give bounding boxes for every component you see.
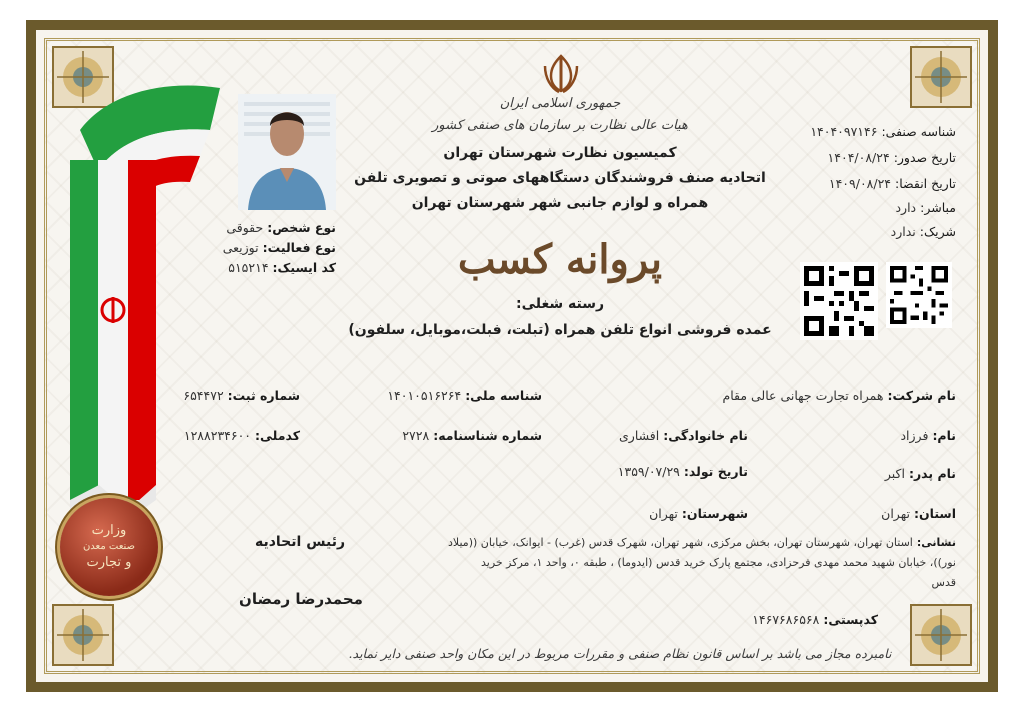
province: استان:تهران — [881, 506, 956, 521]
qr-code-icon — [800, 262, 878, 340]
last-name: نام خانوادگی:افشاری — [619, 428, 748, 443]
page-title: پروانه کسب — [457, 236, 663, 283]
iran-emblem-icon — [541, 52, 581, 94]
corner-ornament-icon — [909, 45, 973, 109]
postal-code: کدپستی:۱۴۶۷۶۸۶۵۶۸ — [752, 612, 878, 627]
commission-text: کمیسیون نظارت شهرستان تهران — [443, 145, 677, 161]
partner: شریک:ندارد — [890, 224, 956, 239]
national-code: کدملی:۱۲۸۸۲۳۴۶۰۰ — [183, 428, 300, 443]
address-line-2: نور))، خیابان شهید محمد مهدی فرحزادی، مجتمع پارک خرید قدس (ایدوما) ، طبقه ۰، واحد ۱، مرکز خرید — [480, 556, 956, 569]
footer-note: نامبرده مجاز می باشد بر اساس قانون نظام صنفی و مقررات مربوط در این مکان واحد صنفی دایر نماید. — [348, 646, 892, 661]
company-name: نام شرکت:همراه تجارت جهانی عالی مقام — [722, 388, 956, 403]
issue-date: تاریخ صدور:۱۴۰۴/۰۸/۲۴ — [827, 150, 956, 165]
expire-date: تاریخ انقضا:۱۴۰۹/۰۸/۲۴ — [828, 176, 956, 191]
registration-number: شماره ثبت:۶۵۴۴۷۲ — [183, 388, 300, 403]
isic-code: کد ایسیک:۵۱۵۲۱۴ — [228, 260, 336, 275]
holder-photo — [238, 94, 336, 210]
corner-ornament-icon — [51, 603, 115, 667]
father-name: نام پدر:اکبر — [884, 466, 956, 481]
address-line-3: قدس — [931, 576, 956, 589]
board-text: هیات عالی نظارت بر سازمان های صنفی کشور — [432, 118, 688, 133]
union-line-1: اتحادیه صنف فروشندگان دستگاههای صوتی و تصویری تلفن — [354, 170, 766, 186]
flag-ribbon-icon — [40, 60, 240, 520]
qr-code-icon — [886, 262, 952, 328]
category-value: عمده فروشی انواع تلفن همراه (تبلت، فبلت،موبایل، سلفون) — [348, 322, 772, 338]
national-id: شناسه ملی:۱۴۰۱۰۵۱۶۲۶۴ — [387, 388, 542, 403]
union-line-2: همراه و لوازم جانبی شهر شهرستان تهران — [411, 195, 709, 211]
seal-line-1: وزارت — [91, 522, 127, 538]
entity-type: نوع شخص:حقوقی — [226, 220, 336, 235]
city: شهرستان:تهران — [649, 506, 748, 521]
activity-type: نوع فعالیت:توزیعی — [222, 240, 336, 255]
seal-line-2: صنعت معدن — [82, 541, 136, 552]
guild-id: شناسه صنفی:۱۴۰۴۰۹۷۱۴۶ — [810, 124, 956, 139]
republic-text: جمهوری اسلامی ایران — [499, 96, 621, 111]
seal-line-3: و تجارت — [86, 555, 132, 570]
signatory-name: محمدرضا رمضان — [239, 590, 363, 608]
direct-manager: مباشر:دارد — [895, 200, 956, 215]
birth-certificate-number: شماره شناسنامه:۲۷۲۸ — [402, 428, 542, 443]
signatory-role: رئیس اتحادیه — [254, 534, 346, 550]
first-name: نام:فرزاد — [900, 428, 956, 443]
category-label: رسته شغلی: — [515, 296, 605, 312]
ministry-seal — [60, 498, 158, 596]
address: نشانی:استان تهران، شهرستان تهران، بخش مرکزی، شهر تهران، شهرک قدس (غرب) - ایوانک، خیابان ((میلاد — [448, 536, 956, 549]
birth-date: تاریخ تولد:۱۳۵۹/۰۷/۲۹ — [617, 464, 748, 479]
